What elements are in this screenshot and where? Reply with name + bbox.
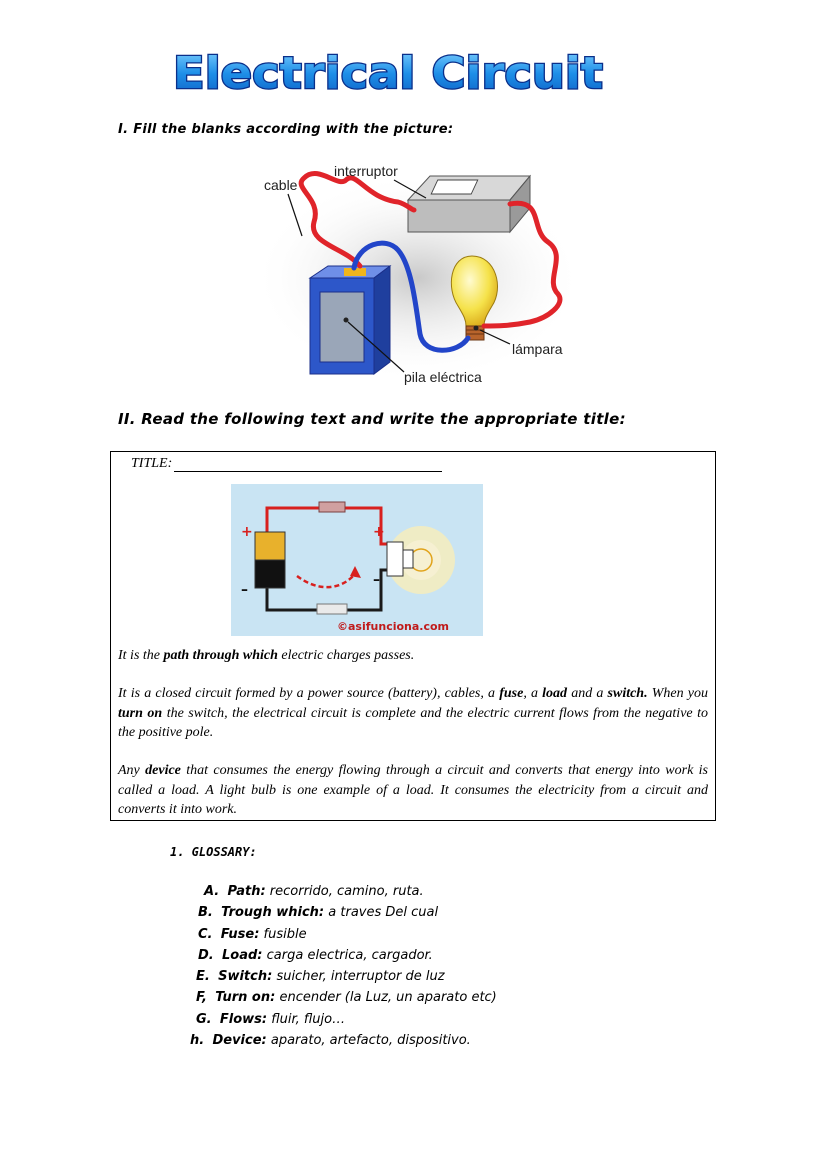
section-1-heading: I. Fill the blanks according with the picture: — [118, 122, 454, 137]
title-line — [131, 456, 442, 472]
glossary-item: G. Flows: fluir, flujo… — [196, 1012, 346, 1027]
paragraph-1: It is the path through which electric charges passes. — [118, 648, 415, 663]
diagram-bulb — [387, 542, 403, 576]
battery-minus-sign: – — [241, 582, 248, 598]
label-pila: pila eléctrica — [404, 369, 482, 385]
title-blank-input[interactable] — [174, 457, 442, 472]
glossary-item: A. Path: recorrido, camino, ruta. — [204, 884, 424, 899]
label-interruptor: interruptor — [334, 163, 398, 179]
document-title — [168, 42, 608, 102]
diagram-fuse — [317, 604, 347, 614]
glossary-item: E. Switch: suicher, interruptor de luz — [196, 969, 445, 984]
paragraph-2: It is a closed circuit formed by a power source (battery), cables, a fuse, a load and a switch. When you turn on the switch, the electrical circuit is complete and the electric current flows from the negative to the positive pole. — [118, 686, 709, 740]
glossary-item: h. Device: aparato, artefacto, dispositivo. — [190, 1033, 471, 1048]
battery — [310, 266, 390, 374]
circuit-diagram — [231, 484, 483, 636]
document-title-text: Electrical Circuit — [173, 48, 603, 99]
text-box — [110, 451, 716, 821]
circuit-picture — [248, 158, 588, 390]
diagram-battery-bottom — [255, 560, 285, 588]
label-cable: cable — [264, 177, 298, 193]
bulb-plus-sign: + — [373, 524, 385, 540]
diagram-switch — [319, 502, 345, 512]
diagram-battery-top — [255, 532, 285, 560]
section-2-heading: II. Read the following text and write the appropriate title: — [118, 410, 626, 428]
battery-plus-sign: + — [241, 524, 253, 540]
glossary-item: B. Trough which: a traves Del cual — [198, 905, 439, 920]
glossary-heading: 1. GLOSSARY: — [170, 845, 257, 859]
glossary-item: F, Turn on: encender (la Luz, un aparato etc) — [196, 990, 497, 1005]
paragraph-3: Any device that consumes the energy flowing through a circuit and converts that energy into work is called a load. A light bulb is one example of a load. It consumes the electricity from a circuit and converts it into work. — [118, 763, 709, 817]
title-label: TITLE: — [131, 456, 173, 471]
label-lampara: lámpara — [512, 341, 563, 357]
glossary-item: D. Load: carga electrica, cargador. — [198, 948, 433, 963]
glossary-item: C. Fuse: fusible — [198, 927, 307, 942]
bulb-minus-sign: – — [373, 572, 380, 588]
diagram-credit: ©asifunciona.com — [337, 620, 450, 633]
